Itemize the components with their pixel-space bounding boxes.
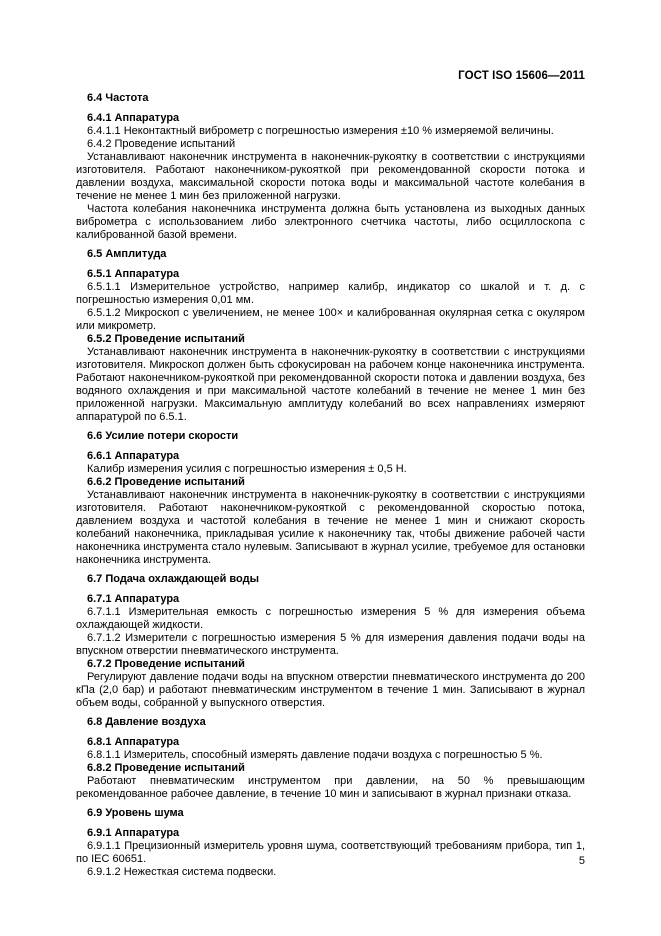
- section-heading: 6.5.1 Аппаратура: [87, 267, 180, 280]
- paragraph: Частота колебания наконечника инструмента должна быть установлена из выходных данных виброметра с использованием либо электронного счетчика частоты, либо осциллоскопа с калиброванной базой времени.: [76, 202, 585, 241]
- paragraph: 6.5.1.2 Микроскоп с увеличением, не менее 100× и калиброванная окулярная сетка с окуляром или микрометр.: [76, 306, 585, 332]
- section-heading: 6.7.1 Аппаратура: [87, 592, 180, 605]
- paragraph: 6.9.1.1 Прецизионный измеритель уровня шума, соответствующий требованиям прибора, тип 1, по IEC 60651.: [76, 839, 585, 865]
- section-heading: 6.7.2 Проведение испытаний: [87, 657, 245, 670]
- paragraph: 6.5.1.1 Измерительное устройство, например калибр, индикатор со шкалой и т. д. с погрешностью измерения 0,01 мм.: [76, 280, 585, 306]
- paragraph: Устанавливают наконечник инструмента в наконечник-рукоятку в соответствии с инструкциями изготовителя. Работают наконечником-рукояткой с рекомендованной скоростью потока, давлением воздуха и частотой колебания в течение не менее 1 мин и снижают скорость колебаний наконечника, прикладывая усилие к наконечнику так, чтобы движение рабочей части наконечника инструмента стало нулевым. Записывают в журнал усилие, требуемое для остановки наконечника инструмента.: [76, 488, 585, 566]
- paragraph: 6.9.1.2 Нежесткая система подвески.: [87, 865, 277, 878]
- paragraph: Устанавливают наконечник инструмента в наконечник-рукоятку в соответствии с инструкциями изготовителя. Работают наконечником-рукояткой при рекомендованной скорости потока и давлении воздуха, максимальной скорости потока воды и максимальной частоте колебания в течение не менее 1 мин без приложенной нагрузки.: [76, 150, 585, 202]
- paragraph: Устанавливают наконечник инструмента в наконечник-рукоятку в соответствии с инструкциями изготовителя. Микроскоп должен быть сфокусирован на рабочем конце наконечника инструмента. Работают наконечником-рукояткой при рекомендованной скорости потока и давлении воздуха, без водяного охлаждения и при максимальной частоте колебаний в течение не менее 1 мин без приложенной нагрузки. Максимальную амплитуду колебаний во всех направлениях измеряют аппаратурой по 6.5.1.: [76, 345, 585, 423]
- section-heading: 6.5 Амплитуда: [87, 248, 167, 260]
- paragraph: Работают пневматическим инструментом при давлении, на 50 % превышающим рекомендованное рабочее давление, в течение 10 мин и записывают в журнал признаки отказа.: [76, 774, 585, 800]
- paragraph: 6.7.1.1 Измерительная емкость с погрешностью измерения 5 % для измерения объема охлаждающей жидкости.: [76, 605, 585, 631]
- section-heading: 6.8.2 Проведение испытаний: [87, 761, 245, 774]
- page-number: 5: [578, 855, 585, 867]
- section-heading: 6.7 Подача охлаждающей воды: [87, 573, 259, 585]
- paragraph: Калибр измерения усилия с погрешностью измерения ± 0,5 Н.: [87, 462, 407, 475]
- document-code: ГОСТ ISO 15606—2011: [458, 70, 585, 82]
- paragraph: 6.4.1.1 Неконтактный виброметр с погрешностью измерения ±10 % измеряемой величины.: [87, 124, 554, 137]
- section-heading: 6.6.1 Аппаратура: [87, 449, 180, 462]
- section-heading: 6.5.2 Проведение испытаний: [87, 332, 245, 345]
- section-heading: 6.8 Давление воздуха: [87, 716, 206, 728]
- section-heading: 6.9.1 Аппаратура: [87, 826, 180, 839]
- section-heading: 6.8.1 Аппаратура: [87, 735, 180, 748]
- section-heading: 6.6 Усилие потери скорости: [87, 430, 239, 442]
- document-body: [76, 92, 585, 879]
- section-heading: 6.6.2 Проведение испытаний: [87, 475, 245, 488]
- paragraph: 6.7.1.2 Измерители с погрешностью измерения 5 % для измерения давления подачи воды на впускном отверстии пневматического инструмента.: [76, 631, 585, 657]
- paragraph: 6.8.1.1 Измеритель, способный измерять давление подачи воздуха с погрешностью 5 %.: [87, 748, 543, 761]
- paragraph: 6.4.2 Проведение испытаний: [87, 137, 236, 150]
- section-heading: 6.4.1 Аппаратура: [87, 111, 180, 124]
- paragraph: Регулируют давление подачи воды на впускном отверстии пневматического инструмента до 200 кПа (2,0 бар) и работают пневматическим инструментом в течение 1 мин. Записывают в журнал объем воды, собранной у выпускного отверстия.: [76, 670, 585, 709]
- section-heading: 6.4 Частота: [87, 92, 149, 104]
- section-heading: 6.9 Уровень шума: [87, 807, 184, 819]
